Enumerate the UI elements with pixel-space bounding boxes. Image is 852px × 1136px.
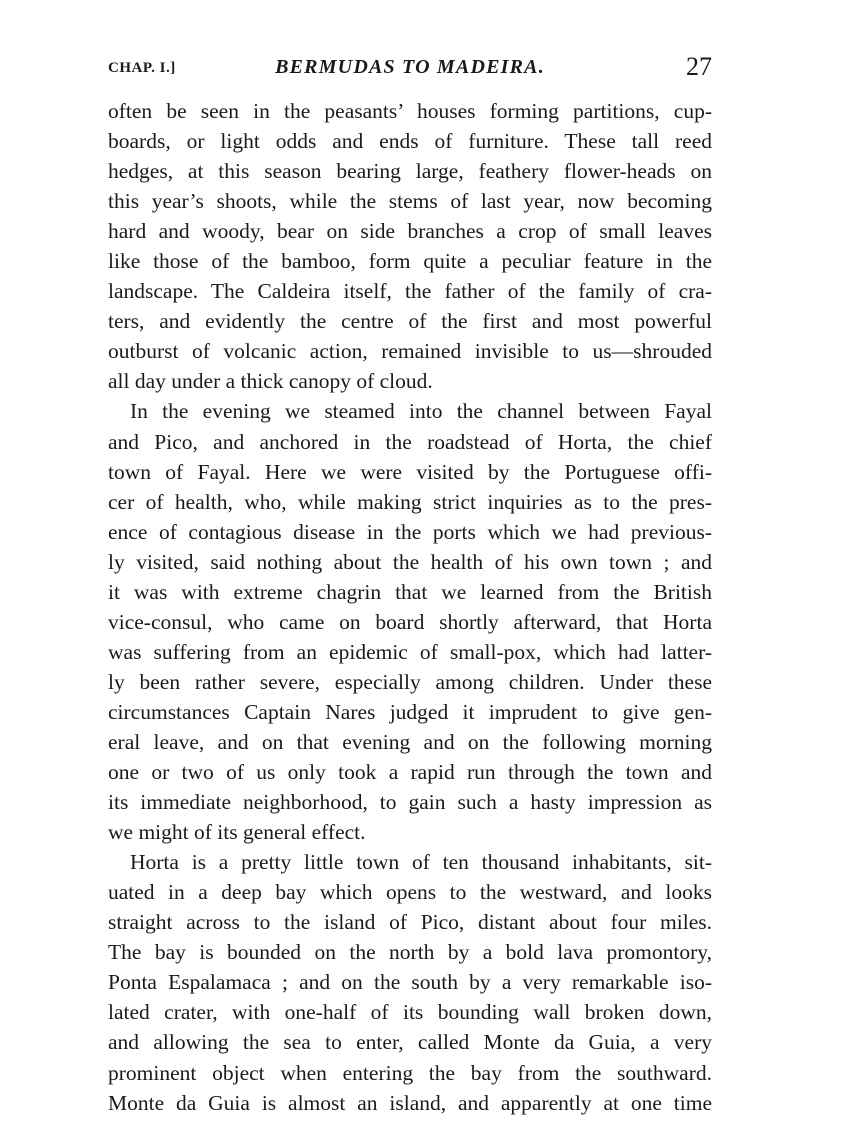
text-line: lated crater, with one-half of its bounding wall broken down, <box>108 1000 712 1025</box>
text-line: The bay is bounded on the north by a bold lava promontory, <box>108 940 712 965</box>
text-line: this year’s shoots, while the stems of last year, now becoming <box>108 189 712 214</box>
text-line: hedges, at this season bearing large, feathery flower-heads on <box>108 159 712 184</box>
text-line: straight across to the island of Pico, distant about four miles. <box>108 910 712 935</box>
text-line: one or two of us only took a rapid run through the town and <box>108 760 712 785</box>
body-text <box>108 96 712 1118</box>
text-line: and allowing the sea to enter, called Monte da Guia, a very <box>108 1030 712 1055</box>
text-line: ly been rather severe, especially among children. Under these <box>108 669 712 694</box>
text-line: cer of health, who, while making strict inquiries as to the pres- <box>108 489 712 514</box>
text-line: prominent object when entering the bay from the southward. <box>108 1060 712 1085</box>
text-line: town of Fayal. Here we were visited by the Portuguese offi- <box>108 459 712 484</box>
text-line: ly visited, said nothing about the health of his own town ; and <box>108 549 712 574</box>
chapter-label: CHAP. I.] <box>108 60 176 76</box>
paragraph <box>108 96 712 396</box>
running-header <box>108 52 712 86</box>
text-line: like those of the bamboo, form quite a peculiar feature in the <box>108 249 712 274</box>
text-line: was suffering from an epidemic of small-pox, which had latter- <box>108 639 712 664</box>
paragraph <box>108 847 712 1117</box>
text-line: hard and woody, bear on side branches a crop of small leaves <box>108 219 712 244</box>
text-line: Horta is a pretty little town of ten thousand inhabitants, sit- <box>130 850 712 875</box>
text-line: and Pico, and anchored in the roadstead of Horta, the chief <box>108 429 712 454</box>
text-line: we might of its general effect. <box>108 820 366 845</box>
text-line: eral leave, and on that evening and on the following morning <box>108 729 712 754</box>
text-line: In the evening we steamed into the channel between Fayal <box>130 399 712 424</box>
text-line: boards, or light odds and ends of furniture. These tall reed <box>108 129 712 154</box>
text-line: Monte da Guia is almost an island, and apparently at one time <box>108 1090 712 1115</box>
running-title: BERMUDAS TO MADEIRA. <box>275 56 545 78</box>
text-line: landscape. The Caldeira itself, the father of the family of cra- <box>108 279 712 304</box>
text-line: it was with extreme chagrin that we learned from the British <box>108 579 712 604</box>
text-line: circumstances Captain Nares judged it imprudent to give gen- <box>108 699 712 724</box>
text-line: ters, and evidently the centre of the first and most powerful <box>108 309 712 334</box>
text-line: uated in a deep bay which opens to the westward, and looks <box>108 880 712 905</box>
text-line: all day under a thick canopy of cloud. <box>108 369 433 394</box>
text-line: often be seen in the peasants’ houses forming partitions, cup- <box>108 99 712 123</box>
text-line: Ponta Espalamaca ; and on the south by a very remarkable iso- <box>108 970 712 995</box>
text-line: outburst of volcanic action, remained invisible to us—shrouded <box>108 339 712 364</box>
text-line: vice-consul, who came on board shortly afterward, that Horta <box>108 609 712 634</box>
text-line: its immediate neighborhood, to gain such a hasty impression as <box>108 790 712 815</box>
page-number: 27 <box>686 52 712 81</box>
text-line: ence of contagious disease in the ports which we had previous- <box>108 519 712 544</box>
paragraph <box>108 396 712 847</box>
